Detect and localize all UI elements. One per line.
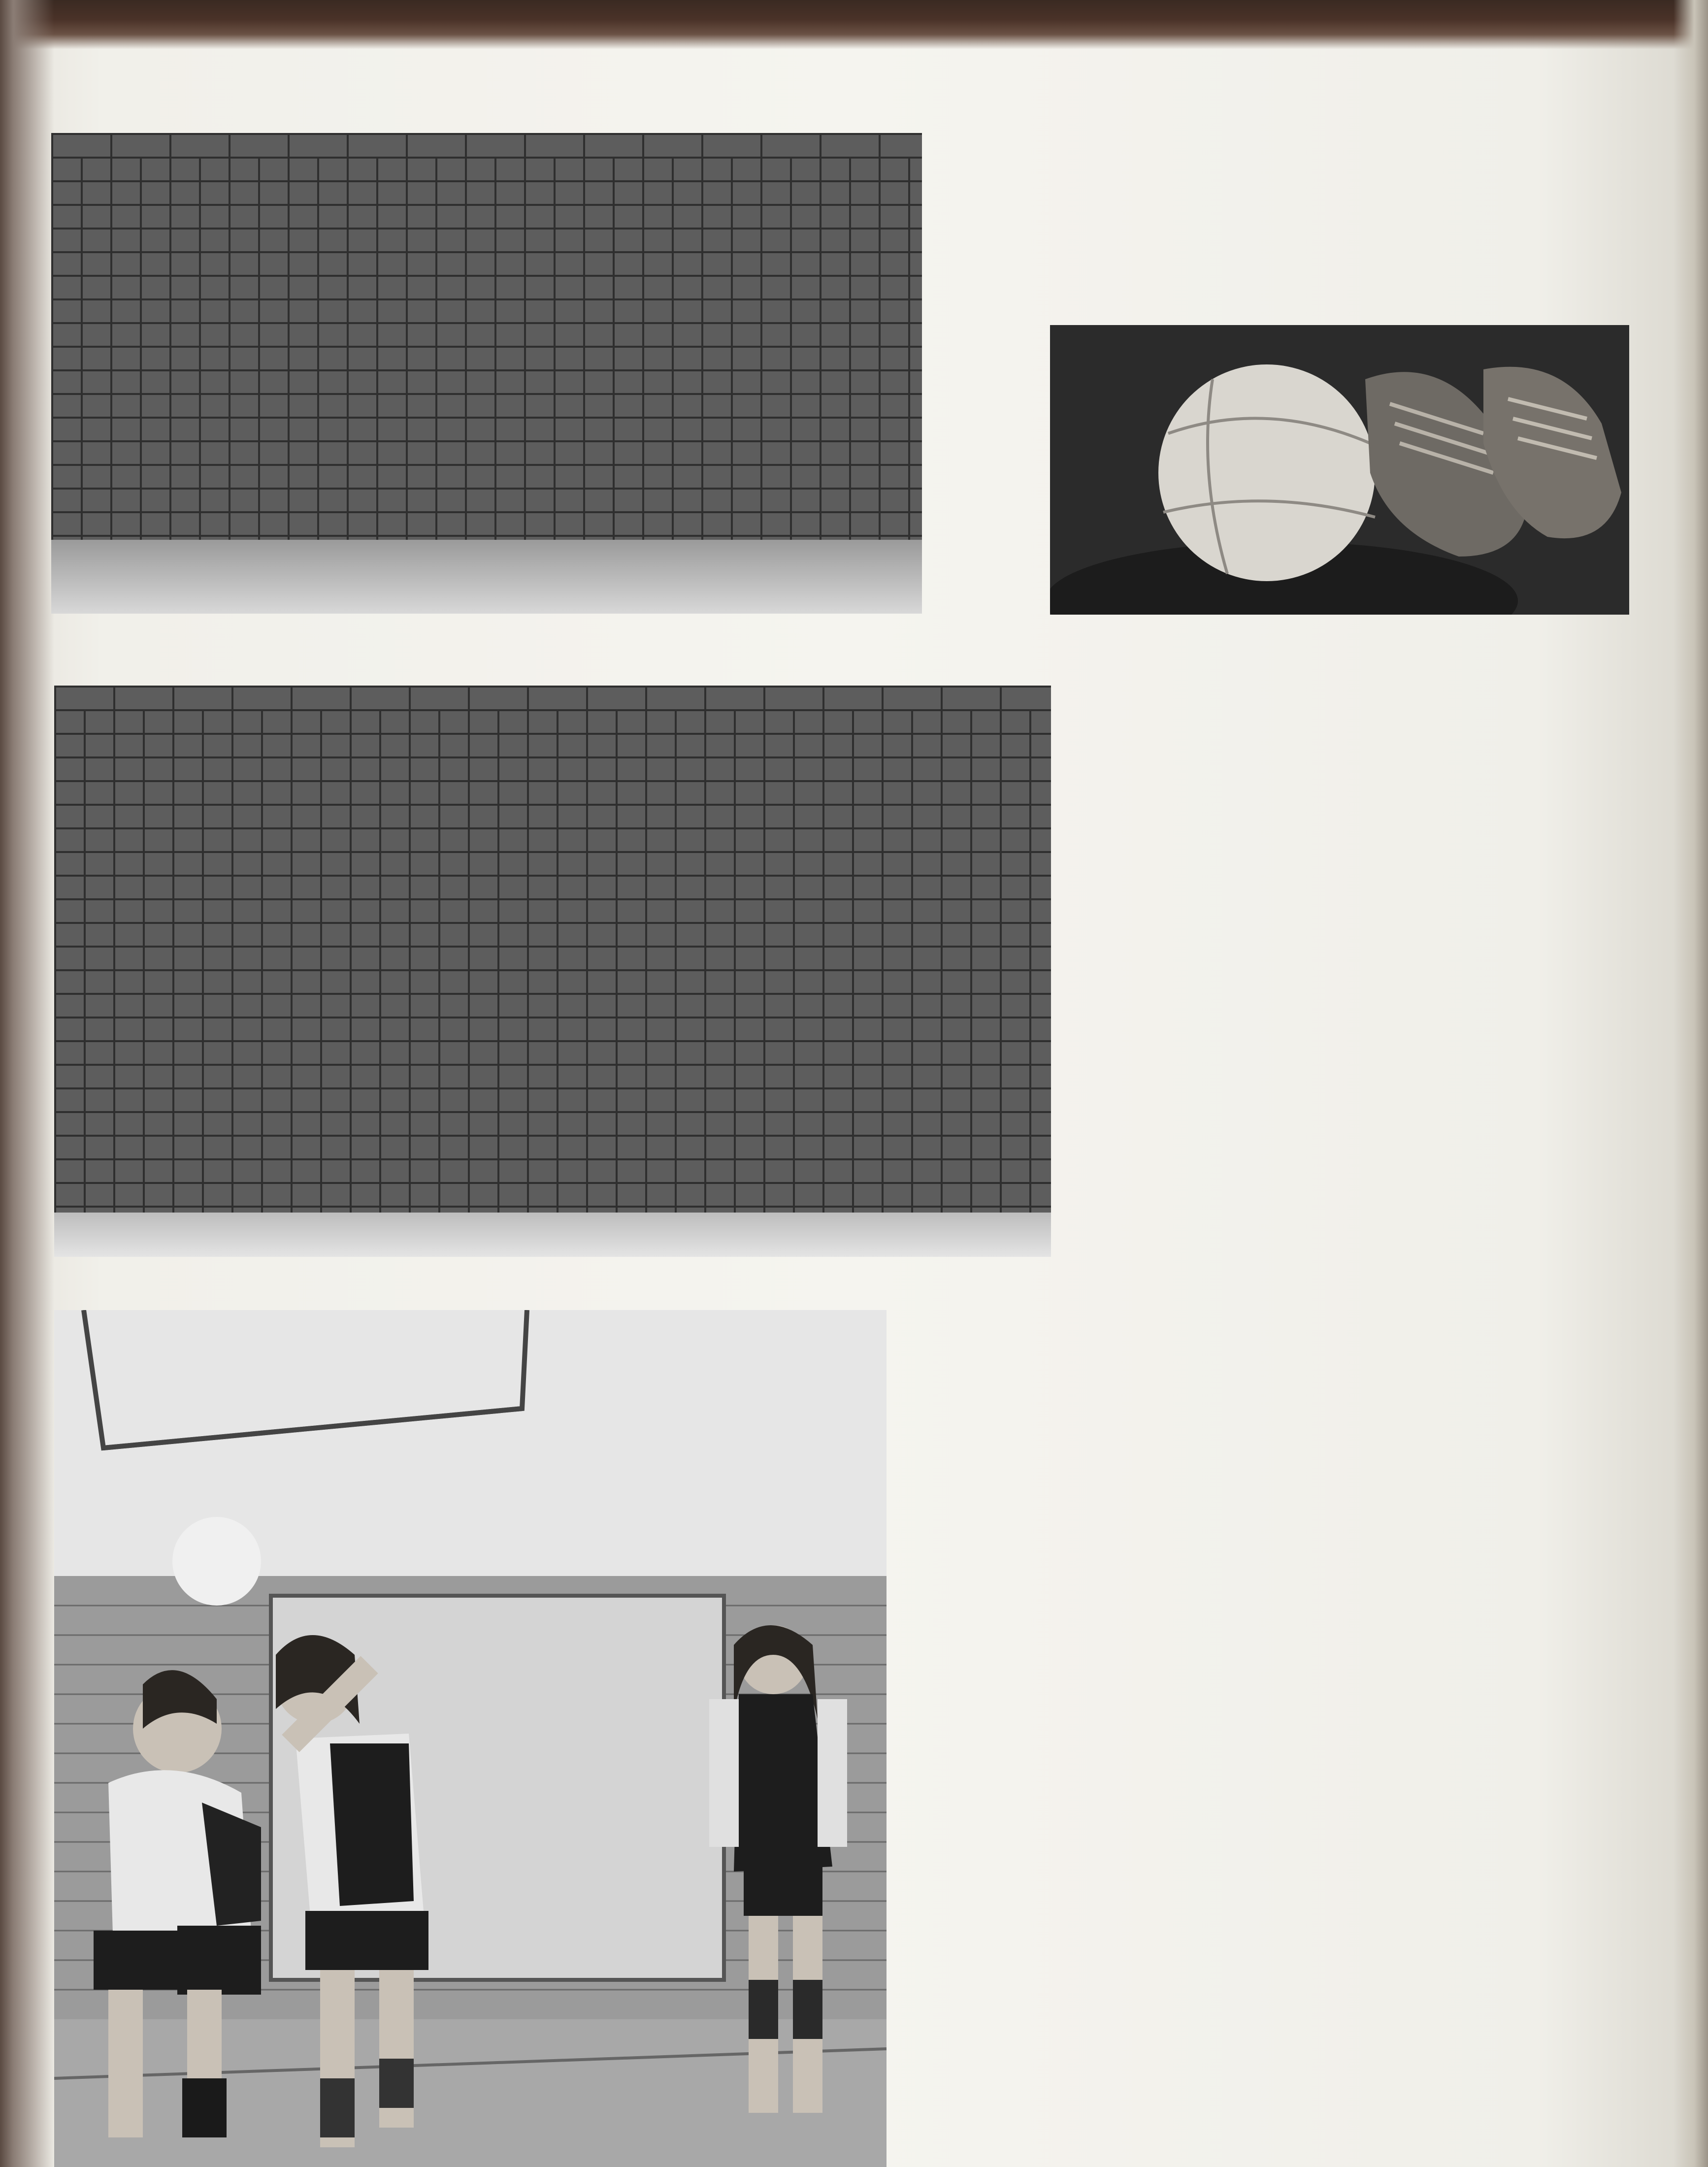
boys-team-people — [54, 686, 1051, 1257]
boys-cross-country-team-photo — [54, 686, 1051, 1257]
group-photo-people — [51, 133, 922, 614]
binding-shadow — [0, 0, 54, 2167]
girls-volleyball-team-photo — [51, 133, 922, 614]
ball-in-air — [172, 1517, 261, 1606]
volleyball — [1158, 364, 1375, 581]
ball-and-shoes-photo — [1050, 325, 1629, 615]
page-edge — [1674, 0, 1708, 2167]
volleyball-game-photo — [54, 1310, 887, 2167]
torn-page-edge — [0, 0, 1708, 49]
show-through-text — [1103, 1241, 1596, 2029]
